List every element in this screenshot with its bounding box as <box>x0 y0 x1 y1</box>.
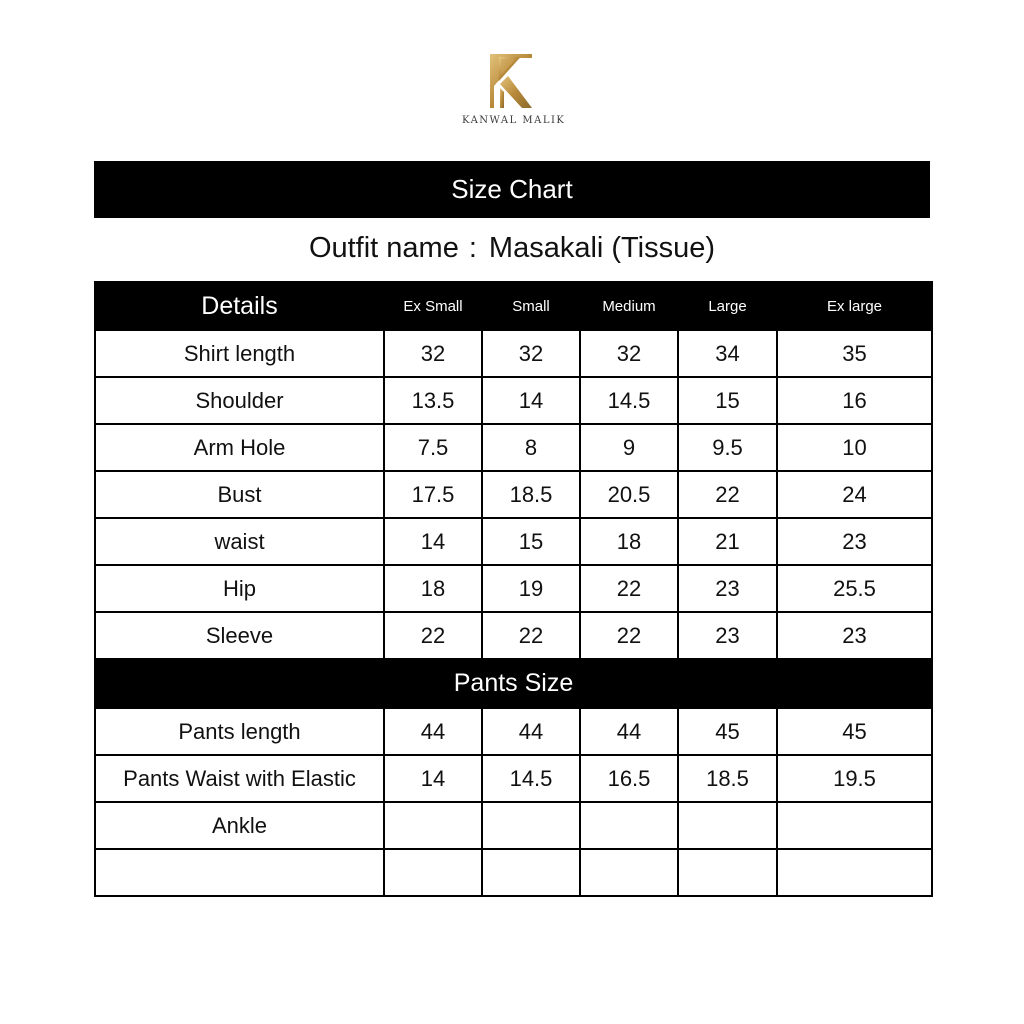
size-value-cell: 32 <box>384 330 482 377</box>
size-value-cell: 19.5 <box>777 755 932 802</box>
size-value-cell: 20.5 <box>580 471 678 518</box>
brand-logo <box>462 52 566 132</box>
size-value-cell <box>384 849 482 896</box>
size-value-cell: 18 <box>384 565 482 612</box>
row-label: Arm Hole <box>95 424 384 471</box>
size-value-cell: 7.5 <box>384 424 482 471</box>
size-value-cell: 16 <box>777 377 932 424</box>
size-value-cell: 18.5 <box>482 471 580 518</box>
size-value-cell: 19 <box>482 565 580 612</box>
size-value-cell: 22 <box>384 612 482 659</box>
row-label: waist <box>95 518 384 565</box>
row-label: Sleeve <box>95 612 384 659</box>
column-header-details: Details <box>95 282 384 330</box>
size-value-cell: 23 <box>678 565 777 612</box>
size-value-cell <box>580 849 678 896</box>
size-value-cell <box>678 802 777 849</box>
size-value-cell: 10 <box>777 424 932 471</box>
pants-measurements <box>95 708 932 896</box>
row-label <box>95 849 384 896</box>
size-value-cell: 45 <box>777 708 932 755</box>
table-row <box>95 565 932 612</box>
size-value-cell: 14 <box>384 518 482 565</box>
size-value-cell <box>384 802 482 849</box>
pants-section-title: Pants Size <box>95 659 932 708</box>
column-header-ex-small: Ex Small <box>384 282 482 330</box>
size-value-cell: 44 <box>384 708 482 755</box>
table-row <box>95 471 932 518</box>
pants-section-header <box>95 659 932 708</box>
size-value-cell: 14 <box>384 755 482 802</box>
size-value-cell <box>777 849 932 896</box>
row-label: Hip <box>95 565 384 612</box>
size-value-cell: 17.5 <box>384 471 482 518</box>
kanwal-malik-k-monogram-icon <box>488 52 534 110</box>
size-value-cell: 13.5 <box>384 377 482 424</box>
size-chart-table <box>94 281 933 897</box>
table-row <box>95 518 932 565</box>
row-label: Shoulder <box>95 377 384 424</box>
size-value-cell: 15 <box>482 518 580 565</box>
table-row <box>95 424 932 471</box>
size-value-cell: 18 <box>580 518 678 565</box>
size-value-cell: 32 <box>482 330 580 377</box>
size-value-cell: 23 <box>678 612 777 659</box>
size-value-cell: 32 <box>580 330 678 377</box>
table-row <box>95 612 932 659</box>
size-value-cell: 14.5 <box>482 755 580 802</box>
size-value-cell: 44 <box>482 708 580 755</box>
outfit-name-value: Masakali (Tissue) <box>488 231 716 264</box>
row-label: Bust <box>95 471 384 518</box>
size-value-cell: 24 <box>777 471 932 518</box>
size-value-cell <box>580 802 678 849</box>
size-value-cell: 22 <box>580 565 678 612</box>
outfit-name-separator: : <box>468 231 477 264</box>
size-value-cell: 9 <box>580 424 678 471</box>
size-value-cell: 23 <box>777 612 932 659</box>
table-row <box>95 330 932 377</box>
size-value-cell <box>777 802 932 849</box>
size-value-cell: 44 <box>580 708 678 755</box>
table-row <box>95 849 932 896</box>
outfit-name-line <box>94 228 930 268</box>
size-value-cell: 35 <box>777 330 932 377</box>
table-row <box>95 708 932 755</box>
shirt-measurements <box>95 330 932 659</box>
size-value-cell: 21 <box>678 518 777 565</box>
size-value-cell: 9.5 <box>678 424 777 471</box>
size-value-cell: 15 <box>678 377 777 424</box>
table-row <box>95 377 932 424</box>
size-value-cell: 22 <box>580 612 678 659</box>
row-label: Shirt length <box>95 330 384 377</box>
size-value-cell <box>482 802 580 849</box>
size-value-cell: 14 <box>482 377 580 424</box>
column-header-small: Small <box>482 282 580 330</box>
size-value-cell: 45 <box>678 708 777 755</box>
size-value-cell: 16.5 <box>580 755 678 802</box>
size-value-cell: 22 <box>678 471 777 518</box>
size-chart-title: Size Chart <box>94 161 930 218</box>
size-value-cell: 22 <box>482 612 580 659</box>
size-value-cell: 34 <box>678 330 777 377</box>
size-value-cell: 18.5 <box>678 755 777 802</box>
outfit-name-label: Outfit name <box>308 231 459 264</box>
column-header-ex-large: Ex large <box>777 282 932 330</box>
size-value-cell: 23 <box>777 518 932 565</box>
table-row <box>95 802 932 849</box>
column-header-medium: Medium <box>580 282 678 330</box>
size-value-cell <box>678 849 777 896</box>
table-row <box>95 755 932 802</box>
column-header-large: Large <box>678 282 777 330</box>
row-label: Pants length <box>95 708 384 755</box>
row-label: Ankle <box>95 802 384 849</box>
brand-name: KANWAL MALIK <box>462 115 566 126</box>
size-value-cell: 25.5 <box>777 565 932 612</box>
size-value-cell: 8 <box>482 424 580 471</box>
pants-section <box>95 659 932 708</box>
table-header-row <box>95 282 932 330</box>
size-value-cell <box>482 849 580 896</box>
size-value-cell: 14.5 <box>580 377 678 424</box>
row-label: Pants Waist with Elastic <box>95 755 384 802</box>
